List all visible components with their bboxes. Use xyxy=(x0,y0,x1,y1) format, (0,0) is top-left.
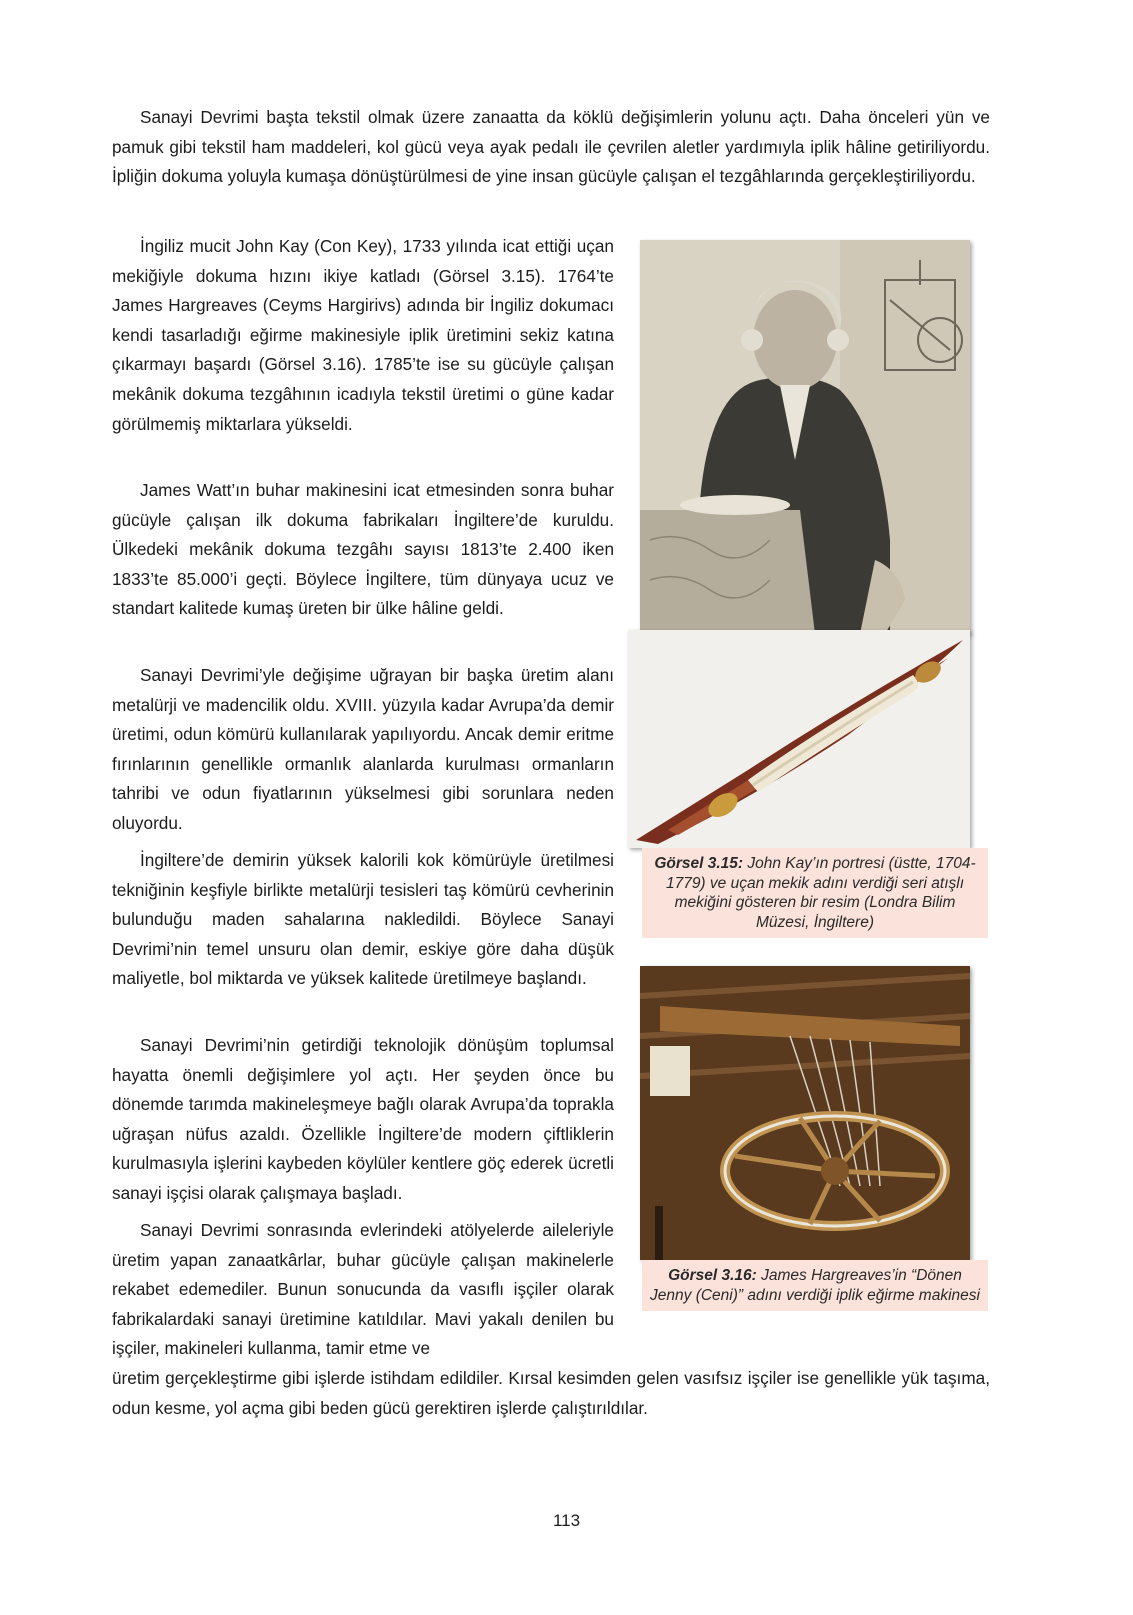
paragraph-intro: Sanayi Devrimi başta tekstil olmak üzere zanaatta da köklü değişimlerin yolunu açtı. Daha önceleri yün ve pamuk gibi tekstil ham maddeleri, kol gücü veya ayak pedalı ile çevrilen aletler yardımıyla iplik hâline getiriliyordu. İpliğin dokuma yoluyla kumaşa dönüştürülmesi de yine insan gücüyle çalışan el tezgâhlarında gerçekleştiriliyordu. xyxy=(112,107,990,187)
paragraph-metallurgy: Sanayi Devrimi’yle değişime uğrayan bir başka üretim alanı metalürji ve madencilik oldu. XVIII. yüzyıla kadar Avrupa’da demir üretimi, odun kömürü kullanılarak yapılıyordu. Ancak demir eritme fırınlarının genellikle ormanlık alanlarda kurulması ormanların tahribi ve odun fiyatlarının yükselmesi gibi sorunlara neden oluyordu. xyxy=(112,665,614,833)
spinning-jenny-image xyxy=(640,966,970,1260)
caption-figure-3-16 xyxy=(642,1260,988,1311)
caption-text: John Kay’ın portresi (üstte, 1704-1779) ve uçan mekik adını verdiği seri atışlı mekiğini gösteren bir resim (Londra Bilim Müzesi, İngiltere) xyxy=(665,855,976,931)
paragraph-john-kay: İngiliz mucit John Kay (Con Key), 1733 yılında icat ettiği uçan mekiğiyle dokuma hızını ikiye katladı (Görsel 3.15). 1764’te James Hargreaves (Ceyms Hargirivs) adında bir İngiliz dokumacı kendi tasarladığı eğirme makinesiyle iplik üretimini sekiz katına çıkarmayı başardı (Görsel 3.16). 1785’te ise su gücüyle çalışan mekânik dokuma tezgâhının icadıyla tekstil üretimi o güne kadar görülmemiş miktarlara yükseldi. xyxy=(112,236,614,434)
paragraph-coke-coal: İngiltere’de demirin yüksek kalorili kok kömürüyle üretilmesi tekniğinin keşfiyle birlikte metalürji tesisleri taş kömürü cevherinin bulunduğu maden sahalarına nakledildi. Böylece Sanayi Devrimi’nin temel unsuru olan demir, eskiye göre daha düşük maliyetle, bol miktarda ve yüksek kalitede üretilmeye başlandı. xyxy=(112,850,614,989)
caption-text: James Hargreaves’in “Dönen Jenny (Ceni)” adını verdiği iplik eğirme makinesi xyxy=(650,1267,980,1304)
paragraph-unskilled-workers: üretim gerçekleştirme gibi işlerde istihdam edildiler. Kırsal kesimden gelen vasıfsız işçiler ise genellikle yük taşıma, odun kesme, yol açma gibi beden gücü gerektiren işlerde çalıştırıldılar. xyxy=(112,1368,990,1418)
caption-label: Görsel 3.15: xyxy=(654,855,744,872)
flying-shuttle-image xyxy=(628,630,970,848)
caption-label: Görsel 3.16: xyxy=(668,1267,757,1284)
paragraph-james-watt: James Watt’ın buhar makinesini icat etmesinden sonra buhar gücüyle çalışan ilk dokuma fabrikaları İngiltere’de kuruldu. Ülkedeki mekânik dokuma tezgâhı sayısı 1813’te 2.400 iken 1833’te 85.000’i geçti. Böylece İngiltere, tüm dünyaya ucuz ve standart kalitede kumaş üreten bir ülke hâline geldi. xyxy=(112,480,614,619)
caption-figure-3-15 xyxy=(642,848,988,938)
john-kay-portrait-image xyxy=(640,240,970,634)
paragraph-social-change: Sanayi Devrimi’nin getirdiği teknolojik dönüşüm toplumsal hayatta önemli değişimlere yol açtı. Her şeyden önce bu dönemde tarımda makineleşmeye bağlı olarak Avrupa’da toprakla uğraşan nüfus azaldı. Özellikle İngiltere’de modern çiftliklerin kurulmasıyla işlerini kaybeden köylüler kentlere göç ederek ücretli sanayi işçisi olarak çalışmaya başladı. xyxy=(112,1035,614,1203)
page-number: 113 xyxy=(552,1511,581,1530)
paragraph-craftsmen: Sanayi Devrimi sonrasında evlerindeki atölyelerde aileleriyle üretim yapan zanaatkârlar, buhar gücüyle çalışan makinelerle rekabet edemediler. Bunun sonucunda da vasıflı işçiler olarak fabrikalardaki sanayi üretimine katıldılar. Mavi yakalı denilen bu işçiler, makineleri kullanma, tamir etme ve xyxy=(112,1220,614,1359)
